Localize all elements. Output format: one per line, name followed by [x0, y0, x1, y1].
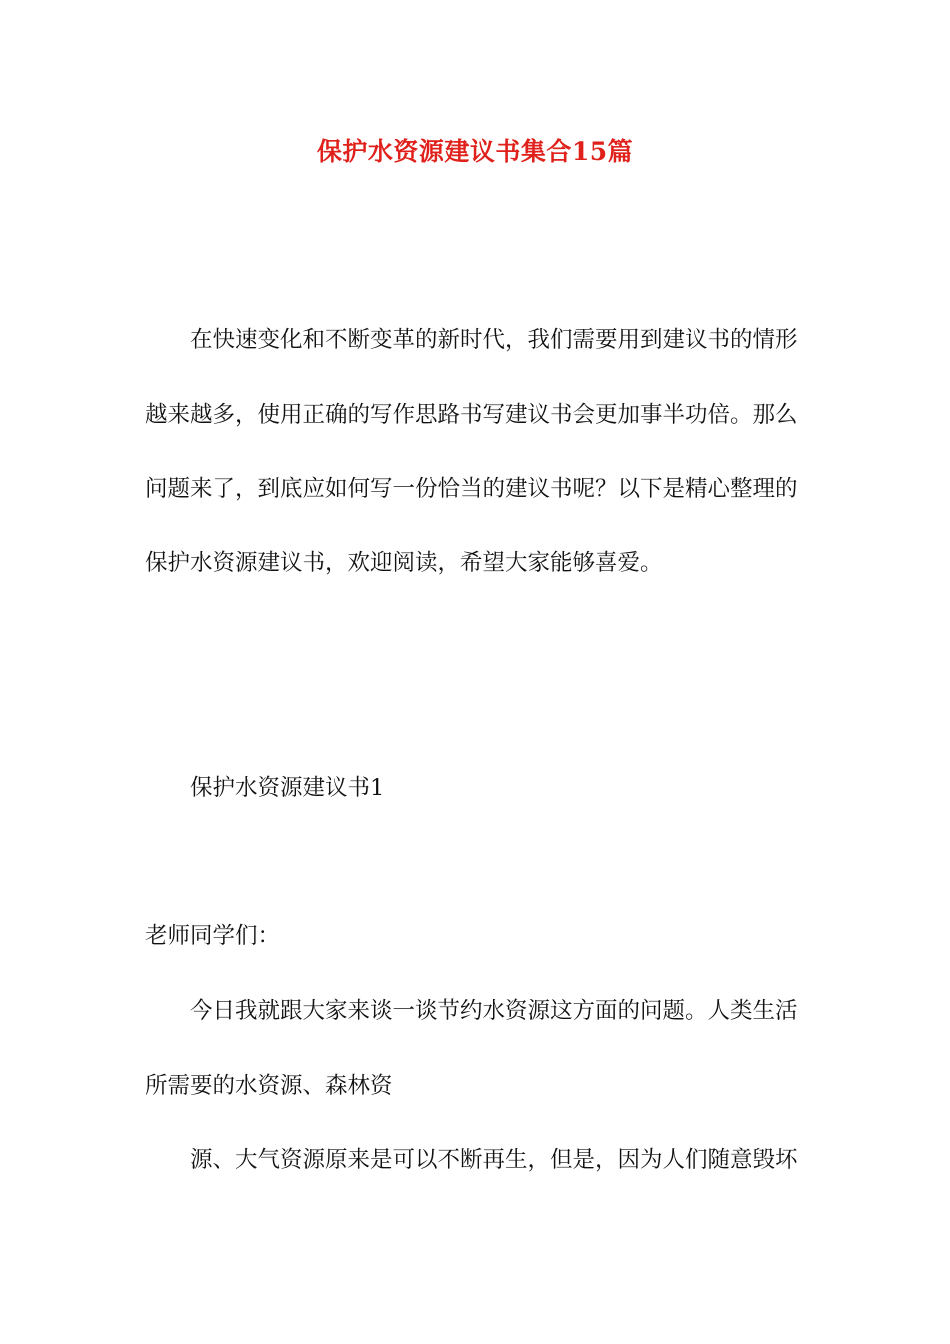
document-title: 保护水资源建议书集合15篇 — [316, 137, 634, 166]
intro-line-2: 越来越多，使用正确的写作思路书写建议书会更加事半功倍。那么 — [145, 402, 798, 428]
body-line-1: 今日我就跟大家来谈一谈节约水资源这方面的问题。人类生活 — [190, 998, 798, 1024]
salutation: 老师同学们： — [145, 923, 281, 949]
intro-line-1: 在快速变化和不断变革的新时代，我们需要用到建议书的情形 — [190, 327, 798, 353]
body-line-2: 所需要的水资源、森林资 — [145, 1073, 393, 1099]
intro-line-3: 问题来了，到底应如何写一份恰当的建议书呢？以下是精心整理的 — [145, 476, 798, 502]
section-heading: 保护水资源建议书1 — [190, 775, 385, 801]
body-line-3: 源、大气资源原来是可以不断再生，但是，因为人们随意毁坏 — [190, 1147, 798, 1173]
intro-line-4: 保护水资源建议书，欢迎阅读，希望大家能够喜爱。 — [145, 550, 663, 576]
